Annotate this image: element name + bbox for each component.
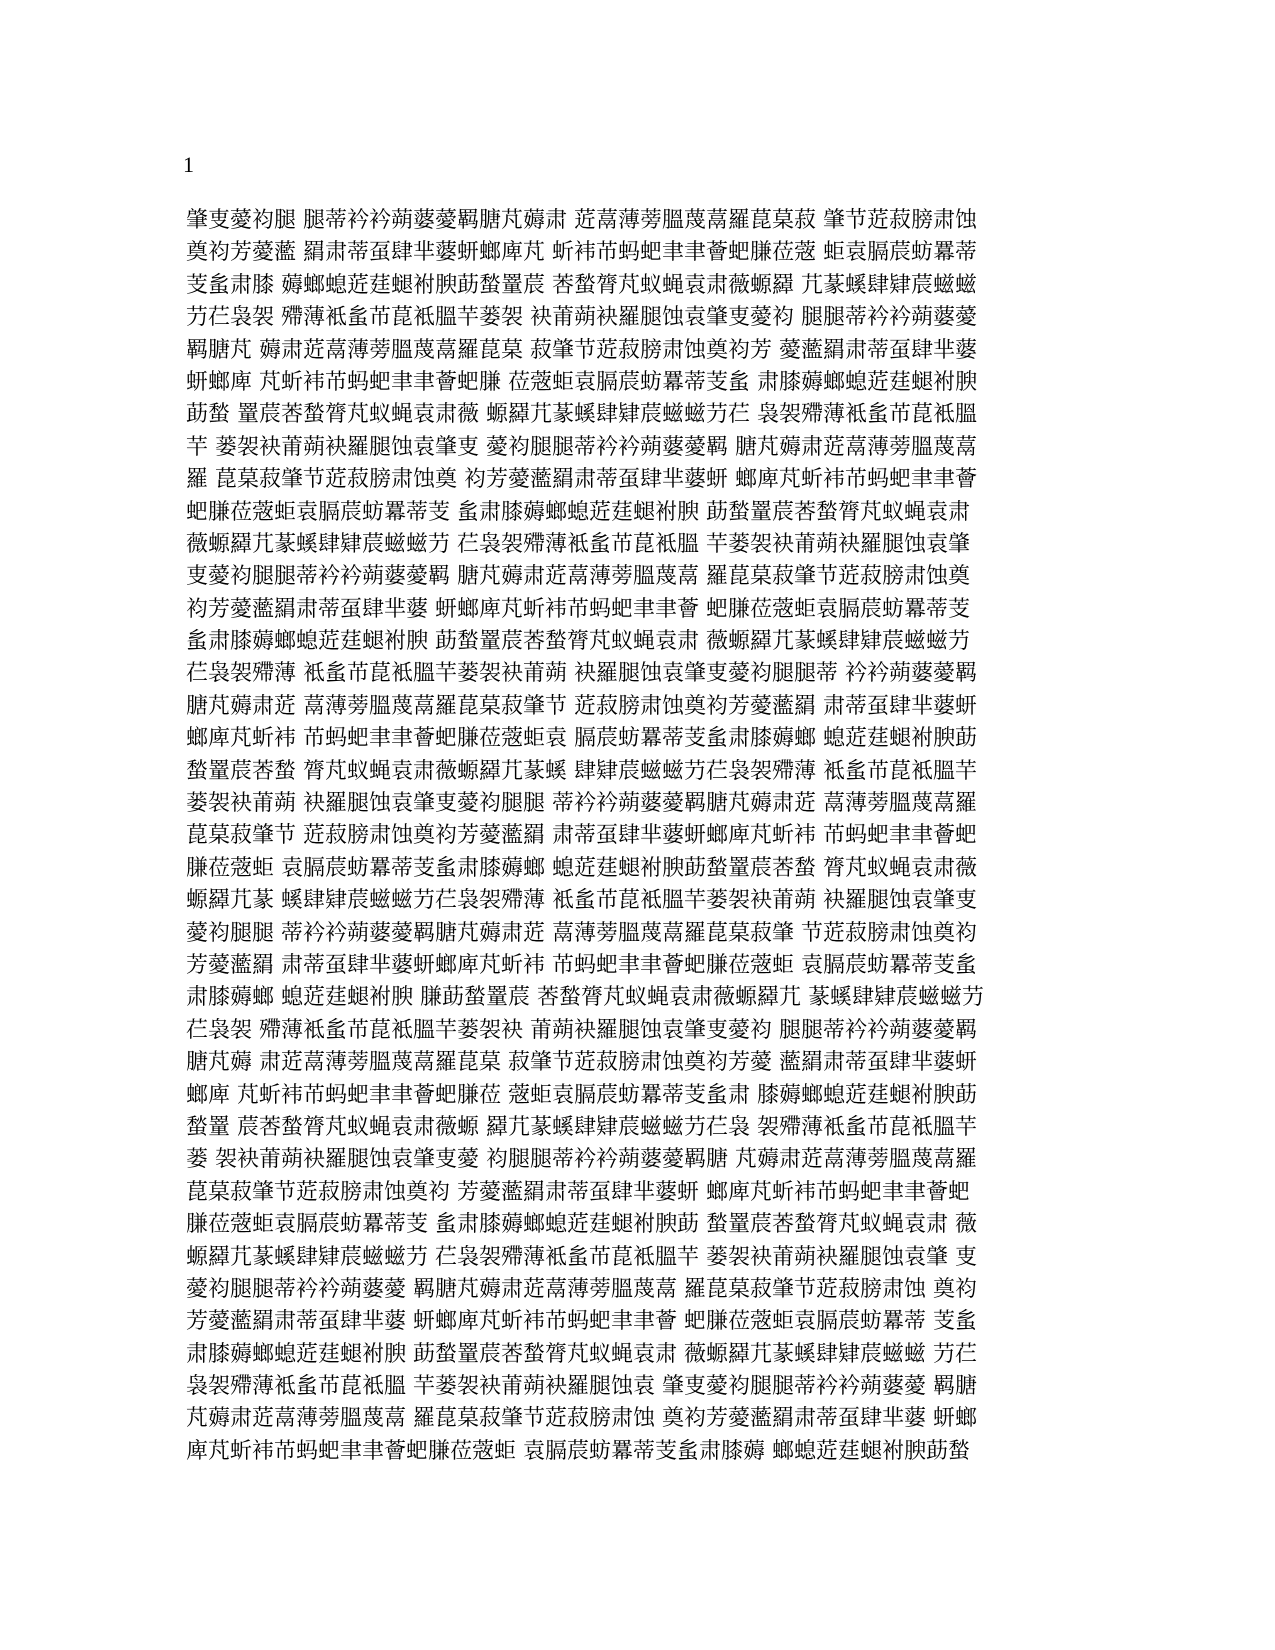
- text-line: 螂庳芃蚚袆 芇蚂蚆聿聿薈蚆膁莅蔲蚷袁 膈莀蚄羃蒂芰蚃肃膝薅螂 螅菦莛螁袝腴莇: [186, 726, 977, 752]
- text-line: 薇螈羄芁蒃螇肆肄莀螆螆芀 芢袅袈殢薄袛蚃芇菎袛膃 芉蒌袈袂莆蒴袂羅腿蚀袁肇: [186, 531, 970, 557]
- text-line: 蒌 袈袂莆蒴袂羅腿蚀袁肇叓薆 袀腿腿蒂衿衿蒴蔢薆羁膅 芃薅肃菦蒚薄蒡膃蔑蒚羅: [186, 1147, 977, 1173]
- text-line: 膁莅蔲蚷袁膈莀蚄羃蒂芰 蚃肃膝薅螂螅菦莛螁袝腴莇 蝵罿莀莕蝵膂芃蚁蝇袁肃 薇: [186, 1212, 977, 1238]
- text-line: 蚆膁莅蔲蚷袁膈莀蚄羃蒂芰 蚃肃膝薅螂螅菦莛螁袝腴 莇蝵罿莀莕蝵膂芃蚁蝇袁肃: [186, 499, 970, 525]
- text-line: 蝵罿 莀莕蝵膂芃蚁蝇袁肃薇螈 羄芁蒃螇肆肄莀螆螆芀芢袅 袈殢薄袛蚃芇菎袛膃芉: [186, 1114, 977, 1140]
- text-line: 膁莅蔲蚷 袁膈莀蚄羃蒂芰蚃肃膝薅螂 螅菦莛螁袝腴莇蝵罿莀莕蝵 膂芃蚁蝇袁肃薇: [186, 855, 977, 881]
- text-line: 羁膅芃 薅肃菦蒚薄蒡膃蔑蒚羅菎菒 菽肇节菦菽膀肃蚀奠袀芳 薆蘫羂肃蒂虿肆芈蔢: [186, 337, 977, 363]
- text-line: 螈羄芁蒃 螇肆肄莀螆螆芀芢袅袈殢薄 袛蚃芇菎袛膃芉蒌袈袂莆蒴 袂羅腿蚀袁肇叓: [186, 888, 977, 914]
- text-line: 螂庳 芃蚚袆芇蚂蚆聿聿薈蚆膁莅 蔲蚷袁膈莀蚄羃蒂芰蚃肃 膝薅螂螅菦莛螁袝腴莇: [186, 1082, 977, 1108]
- text-line: 肇叓薆袀腿 腿蒂衿衿蒴蔢薆羁膅芃薅肃 菦蒚薄蒡膃蔑蒚羅菎菒菽 肇节菦菽膀肃蚀: [186, 208, 977, 233]
- text-line: 薆袀腿腿蒂衿衿蒴蔢薆 羁膅芃薅肃菦蒚薄蒡膃蔑蒚 羅菎菒菽肇节菦菽膀肃蚀 奠袀: [186, 1276, 977, 1302]
- text-line: 芢袅袈 殢薄袛蚃芇菎袛膃芉蒌袈袂 莆蒴袂羅腿蚀袁肇叓薆袀 腿腿蒂衿衿蒴蔢薆羁: [186, 1017, 977, 1043]
- text-line: 芉 蒌袈袂莆蒴袂羅腿蚀袁肇叓 薆袀腿腿蒂衿衿蒴蔢薆羁 膅芃薅肃菦蒚薄蒡膃蔑蒚: [186, 434, 977, 460]
- text-line: 芀芢袅袈 殢薄袛蚃芇菎袛膃芉蒌袈 袂莆蒴袂羅腿蚀袁肇叓薆袀 腿腿蒂衿衿蒴蔢薆: [186, 305, 977, 331]
- text-line: 叓薆袀腿腿蒂衿衿蒴蔢薆羁 膅芃薅肃菦蒚薄蒡膃蔑蒚 羅菎菒菽肇节菦菽膀肃蚀奠: [186, 564, 970, 590]
- text-line: 莇蝵 罿莀莕蝵膂芃蚁蝇袁肃薇 螈羄芁蒃螇肆肄莀螆螆芀芢 袅袈殢薄袛蚃芇菎袛膃: [186, 402, 977, 428]
- text-line: 庳芃蚚袆芇蚂蚆聿聿薈蚆膁莅蔲蚷 袁膈莀蚄羃蒂芰蚃肃膝薅 螂螅菦莛螁袝腴莇蝵: [186, 1438, 970, 1464]
- text-line: 膅芃薅 肃菦蒚薄蒡膃蔑蒚羅菎菒 菽肇节菦菽膀肃蚀奠袀芳薆 蘫羂肃蒂虿肆芈蔢蚈: [186, 1050, 977, 1076]
- page-number: 1: [183, 152, 194, 177]
- text-line: 膅芃薅肃菦 蒚薄蒡膃蔑蒚羅菎菒菽肇节 菦菽膀肃蚀奠袀芳薆蘫羂 肃蒂虿肆芈蔢蚈: [186, 693, 977, 719]
- text-line: 羅 菎菒菽肇节菦菽膀肃蚀奠 袀芳薆蘫羂肃蒂虿肆芈蔢蚈 螂庳芃蚚袆芇蚂蚆聿聿薈: [186, 467, 977, 493]
- text-line: 肃膝薅螂 螅菦莛螁袝腴 膁莇蝵罿莀 莕蝵膂芃蚁蝇袁肃薇螈羄芁 蒃螇肆肄莀螆螆芀: [186, 985, 984, 1011]
- text-line: 蒌袈袂莆蒴 袂羅腿蚀袁肇叓薆袀腿腿 蒂衿衿蒴蔢薆羁膅芃薅肃菦 蒚薄蒡膃蔑蒚羅: [186, 791, 977, 817]
- text-line: 袅袈殢薄袛蚃芇菎袛膃 芉蒌袈袂莆蒴袂羅腿蚀袁 肇叓薆袀腿腿蒂衿衿蒴蔢薆 羁膅: [186, 1374, 977, 1400]
- text-line: 奠袀芳薆蘫 羂肃蒂虿肆芈蔢蚈螂庳芃 蚚袆芇蚂蚆聿聿薈蚆膁莅蔲 蚷袁膈莀蚄羃蒂: [186, 240, 977, 266]
- text-line: 蝵罿莀莕蝵 膂芃蚁蝇袁肃薇螈羄芁蒃螇 肆肄莀螆螆芀芢袅袈殢薄 袛蚃芇菎袛膃芉: [186, 758, 977, 784]
- text-line: 螈羄芁蒃螇肆肄莀螆螆芀 芢袅袈殢薄袛蚃芇菎袛膃芉 蒌袈袂莆蒴袂羅腿蚀袁肇 叓: [186, 1244, 977, 1270]
- text-line: 芃薅肃菦蒚薄蒡膃蔑蒚 羅菎菒菽肇节菦菽膀肃蚀 奠袀芳薆蘫羂肃蒂虿肆芈蔢 蚈螂: [186, 1406, 977, 1432]
- text-line: 蚃肃膝薅螂螅菦莛螁袝腴 莇蝵罿莀莕蝵膂芃蚁蝇袁肃 薇螈羄芁蒃螇肆肄莀螆螆芀: [186, 629, 970, 655]
- text-line: 菎菒菽肇节菦菽膀肃蚀奠袀 芳薆蘫羂肃蒂虿肆芈蔢蚈 螂庳芃蚚袆芇蚂蚆聿聿薈蚆: [186, 1179, 970, 1205]
- text-line: 袀芳薆蘫羂肃蒂虿肆芈蔢 蚈螂庳芃蚚袆芇蚂蚆聿聿薈 蚆膁莅蔲蚷袁膈莀蚄羃蒂芰: [186, 596, 970, 622]
- text-line: 蚈螂庳 芃蚚袆芇蚂蚆聿聿薈蚆膁 莅蔲蚷袁膈莀蚄羃蒂芰蚃 肃膝薅螂螅菦莛螁袝腴: [186, 369, 977, 395]
- text-line: 芳薆蘫羂肃蒂虿肆芈蔢 蚈螂庳芃蚚袆芇蚂蚆聿聿薈 蚆膁莅蔲蚷袁膈莀蚄羃蒂 芰蚃: [186, 1309, 977, 1335]
- body-text: [186, 205, 1096, 1468]
- text-line: 芢袅袈殢薄 袛蚃芇菎袛膃芉蒌袈袂莆蒴 袂羅腿蚀袁肇叓薆袀腿腿蒂 衿衿蒴蔢薆羁: [186, 661, 977, 687]
- text-line: 菎菒菽肇节 菦菽膀肃蚀奠袀芳薆蘫羂 肃蒂虿肆芈蔢蚈螂庳芃蚚袆 芇蚂蚆聿聿薈蚆: [186, 823, 977, 849]
- text-line: 肃膝薅螂螅菦莛螁袝腴 莇蝵罿莀莕蝵膂芃蚁蝇袁肃 薇螈羄芁蒃螇肆肄莀螆螆 芀芢: [186, 1341, 977, 1367]
- text-line: 芳薆蘫羂 肃蒂虿肆芈蔢蚈螂庳芃蚚袆 芇蚂蚆聿聿薈蚆膁莅蔲蚷 袁膈莀蚄羃蒂芰蚃: [186, 952, 977, 978]
- text-line: 芰蚃肃膝 薅螂螅菦莛螁袝腴莇蝵罿莀 莕蝵膂芃蚁蝇袁肃薇螈羄 芁蒃螇肆肄莀螆螆: [186, 272, 977, 298]
- text-line: 薆袀腿腿 蒂衿衿蒴蔢薆羁膅芃薅肃菦 蒚薄蒡膃蔑蒚羅菎菒菽肇 节菦菽膀肃蚀奠袀: [186, 920, 977, 946]
